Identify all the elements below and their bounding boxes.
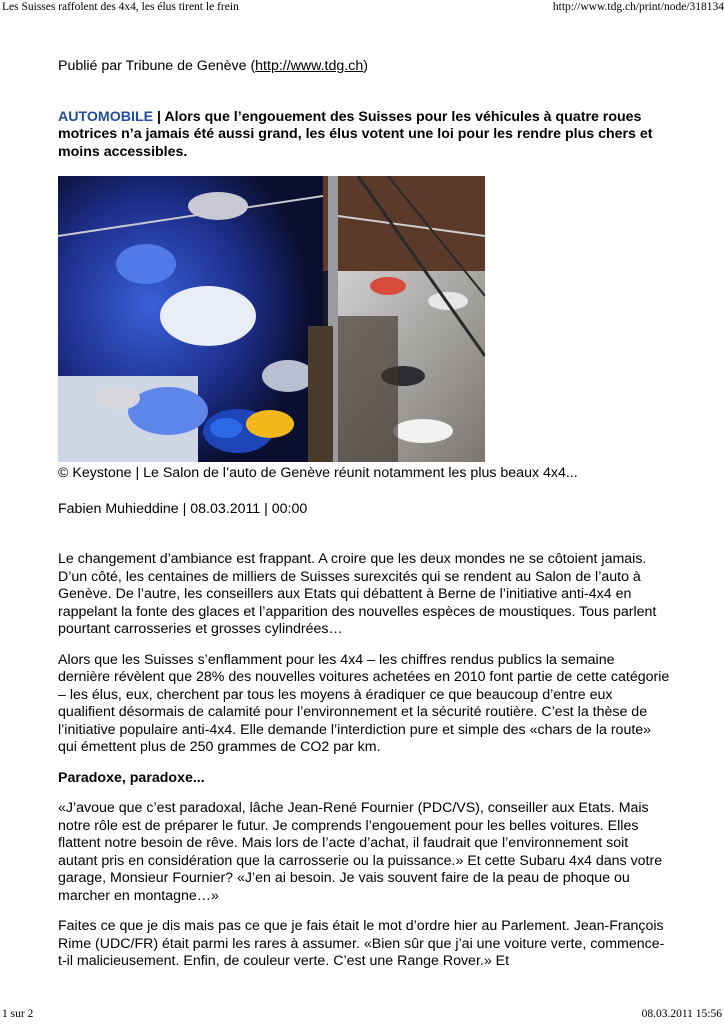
- byline: Fabien Muhieddine | 08.03.2011 | 00:00: [58, 500, 308, 517]
- lead-text: | Alors que l’engouement des Suisses pour les véhicules à quatre roues motrices n’a jamais été aussi grand, les élus votent une loi pour les rendre plus chers et moins accessibles.: [58, 108, 653, 160]
- print-datetime: 08.03.2011 15:56: [641, 1008, 722, 1020]
- print-page-title: Les Suisses raffolent des 4x4, les élus tirent le frein: [2, 1, 239, 13]
- publisher-prefix: Publié par Tribune de Genève (: [58, 58, 256, 74]
- photo-caption: © Keystone | Le Salon de l’auto de Genève réunit notamment les plus beaux 4x4...: [58, 465, 578, 481]
- section-subheading: Paradoxe, paradoxe...: [58, 769, 205, 786]
- publisher-line: [58, 58, 670, 76]
- print-page-url[interactable]: http://www.tdg.ch/print/node/318134: [552, 1, 724, 13]
- publisher-suffix: ): [363, 58, 368, 74]
- article: [58, 58, 670, 971]
- print-footer: [0, 1007, 724, 1023]
- article-paragraph-1: Le changement d’ambiance est frappant. A croire que les deux mondes ne se côtoient jamais. D’un côté, les centaines de milliers de Suisses surexcités qui se rendent au Salon de l’auto à Genève. De l’autre, les conseillers aux Etats qui débattent à Berne de l’initiative anti-4x4 en rappelant la fonte des glaces et l’apparition des nouvelles espèces de moustiques. Tous parlent pourtant carrosseries et grosses cylindrées…: [58, 551, 657, 637]
- article-paragraph-4: Faites ce que je dis mais pas ce que je fais était le mot d’ordre hier au Parlement. Jean-François Rime (UDC/FR) était parmi les rares à assumer. «Bien sûr que j’ai une voiture verte, commence-t-il malicieusement. Enfin, de couleur verte. C’est une Range Rover.» Et: [58, 918, 665, 969]
- article-paragraph-3: «J’avoue que c’est paradoxal, lâche Jean-René Fournier (PDC/VS), conseiller aux Etats. Mais notre rôle est de préparer le futur. Je comprends l’engouement pour les belles voitures. Elles flattent notre besoin de rêve. Mais lors de l’acte d’achat, il faudrait que l’environnement soit autant pris en considération que la carrosserie ou la puissance.» Et cette Subaru 4x4 dans votre garage, Monsieur Fournier? «J’en ai besoin. Je vais souvent faire de la peau de phoque ou marcher en montagne…»: [58, 800, 663, 904]
- article-paragraph-2: Alors que les Suisses s’enflamment pour les 4x4 – les chiffres rendus publics la semaine dernière révèlent que 28% des nouvelles voitures achetées en 2010 font partie de cette catégorie – les élus, eux, cherchent par tous les moyens à éradiquer ce que beaucoup d’entre eux qualifient désormais de calamité pour l’environnement et la sécurité routière. C’est la thèse de l’initiative populaire anti-4x4. Elle demande l’interdiction pure et simple des «chars de la route» qui émettent plus de 250 grammes de CO2 par km.: [58, 651, 670, 755]
- print-header: [0, 0, 724, 16]
- publisher-link[interactable]: http://www.tdg.ch: [255, 58, 364, 74]
- auto-show-photo: [58, 176, 485, 462]
- section-kicker: AUTOMOBILE: [58, 108, 154, 125]
- article-lead: [58, 109, 670, 162]
- page-number: 1 sur 2: [2, 1008, 34, 1020]
